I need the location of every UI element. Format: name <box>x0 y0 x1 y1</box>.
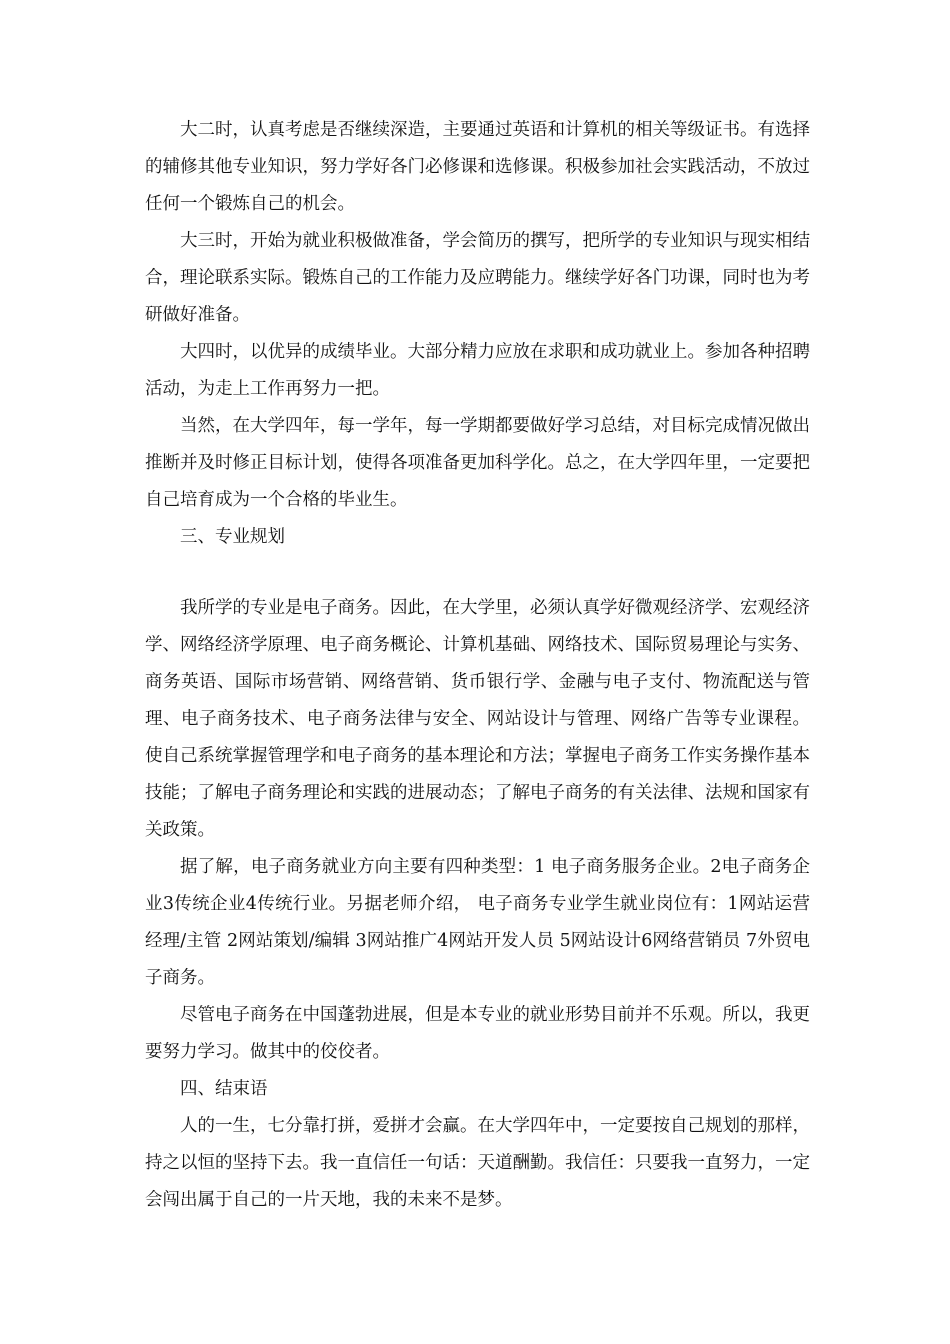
paragraph-career-directions: 据了解，电子商务就业方向主要有四种类型：1 电子商务服务企业。2电子商务企业3传统企业4传统行业。另据老师介绍， 电子商务专业学生就业岗位有：1网站运营经理/主管 2网站策划/编辑 3网站推广4网站开发人员 5网站设计6网络营销员 7外贸电子商务。 <box>145 857 810 988</box>
paragraph-job-outlook: 尽管电子商务在中国蓬勃进展，但是本专业的就业形势目前并不乐观。所以，我更要努力学习。做其中的佼佼者。 <box>145 1005 810 1062</box>
section-heading-conclusion: 四、结束语 <box>180 1079 268 1099</box>
paragraph-junior-year: 大三时，开始为就业积极做准备，学会简历的撰写，把所学的专业知识与现实相结合，理论联系实际。锻炼自己的工作能力及应聘能力。继续学好各门功课，同时也为考研做好准备。 <box>145 231 810 325</box>
paragraph-major-courses: 我所学的专业是电子商务。因此，在大学里，必须认真学好微观经济学、宏观经济学、网络经济学原理、电子商务概论、计算机基础、网络技术、国际贸易理论与实务、商务英语、国际市场营销、网络营销、货币银行学、金融与电子支付、物流配送与管理、电子商务技术、电子商务法律与安全、网站设计与管理、网络广告等专业课程。 使自己系统掌握管理学和电子商务的基本理论和方法；掌握电子商务工作实务操作基本技能；了解电子商务理论和实践的进展动态；了解电子商务的有关法律、法规和国家有关政策。 <box>145 598 810 840</box>
paragraph-senior-year: 大四时，以优异的成绩毕业。大部分精力应放在求职和成功就业上。参加各种招聘活动，为走上工作再努力一把。 <box>145 342 810 399</box>
paragraph-sophomore-year: 大二时，认真考虑是否继续深造，主要通过英语和计算机的相关等级证书。有选择的辅修其他专业知识，努力学好各门必修课和选修课。积极参加社会实践活动，不放过任何一个锻炼自己的机会。 <box>145 120 810 214</box>
section-heading-major-plan: 三、专业规划 <box>180 527 285 547</box>
document-body <box>145 112 810 1219</box>
paragraph-summary: 当然，在大学四年，每一学年，每一学期都要做好学习总结，对目标完成情况做出推断并及时修正目标计划，使得各项准备更加科学化。总之，在大学四年里，一定要把自己培育成为一个合格的毕业生。 <box>145 416 810 510</box>
paragraph-conclusion: 人的一生，七分靠打拼，爱拼才会赢。在大学四年中，一定要按自己规划的那样，持之以恒的坚持下去。我一直信任一句话：天道酬勤。我信任：只要我一直努力，一定会闯出属于自己的一片天地，我的未来不是梦。 <box>145 1116 810 1210</box>
